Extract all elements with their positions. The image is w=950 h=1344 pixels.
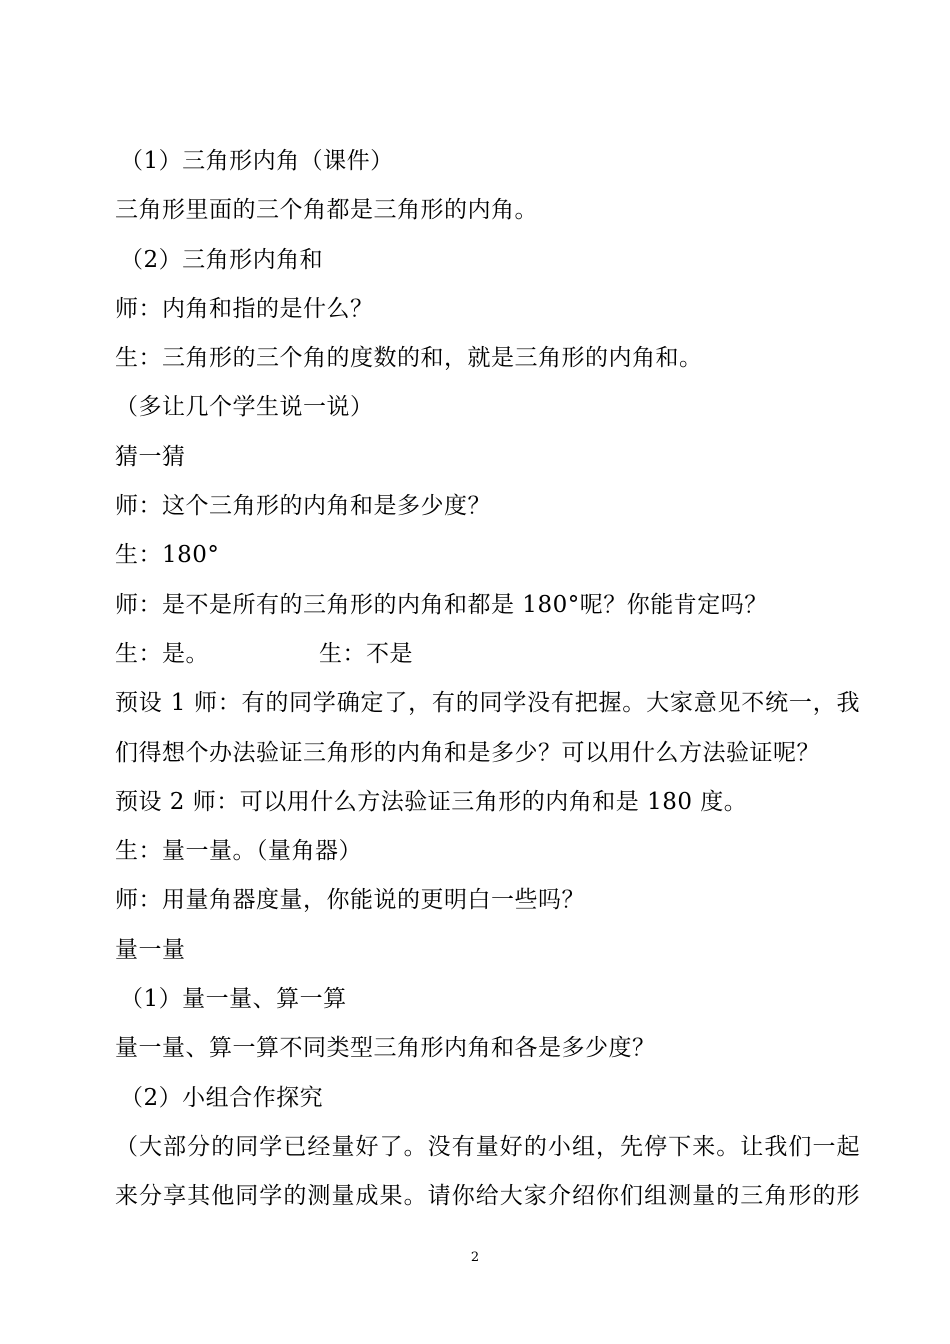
heading-group-work: （2）小组合作探究 — [120, 1084, 324, 1111]
paragraph-line: 预设 1 师：有的同学确定了，有的同学没有把握。大家意见不统一，我 — [115, 690, 860, 717]
paragraph-line: 来分享其他同学的测量成果。请你给大家介绍你们组测量的三角形的形 — [115, 1183, 860, 1210]
dialogue-line: 师：内角和指的是什么？ — [115, 295, 374, 322]
student-answer-no: 生：不是 — [319, 640, 413, 667]
dialogue-line: 生：180° — [115, 542, 220, 569]
heading-measure-calc: （1）量一量、算一算 — [120, 986, 347, 1013]
note-line: （多让几个学生说一说） — [115, 394, 374, 421]
heading-angle-sum: （2）三角形内角和 — [120, 246, 324, 273]
paragraph-line: 三角形里面的三个角都是三角形的内角。 — [115, 197, 538, 224]
dialogue-line-pair — [115, 630, 865, 679]
dialogue-line: 师：是不是所有的三角形的内角和都是 180°呢？你能肯定吗？ — [115, 591, 768, 618]
section-heading-guess: 猜一猜 — [115, 443, 186, 470]
dialogue-line: 师：这个三角形的内角和是多少度？ — [115, 493, 491, 520]
paragraph-line: 预设 2 师：可以用什么方法验证三角形的内角和是 180 度。 — [115, 788, 748, 815]
dialogue-line: 生：量一量。（量角器） — [115, 838, 362, 865]
heading-interior-angle: （1）三角形内角（课件） — [120, 148, 394, 174]
paragraph-line: 量一量、算一算不同类型三角形内角和各是多少度？ — [115, 1035, 656, 1062]
section-heading-measure: 量一量 — [115, 936, 186, 963]
student-answer-yes: 生：是。 — [115, 640, 209, 667]
paragraph-line: 们得想个办法验证三角形的内角和是多少？可以用什么方法验证呢？ — [115, 739, 820, 766]
dialogue-line: 生：三角形的三个角的度数的和，就是三角形的内角和。 — [115, 345, 703, 372]
dialogue-line: 师：用量角器度量，你能说的更明白一些吗？ — [115, 887, 585, 914]
body-text — [115, 137, 865, 1222]
page-number: 2 — [470, 1250, 480, 1265]
paragraph-line: （大部分的同学已经量好了。没有量好的小组，先停下来。让我们一起 — [115, 1133, 860, 1160]
